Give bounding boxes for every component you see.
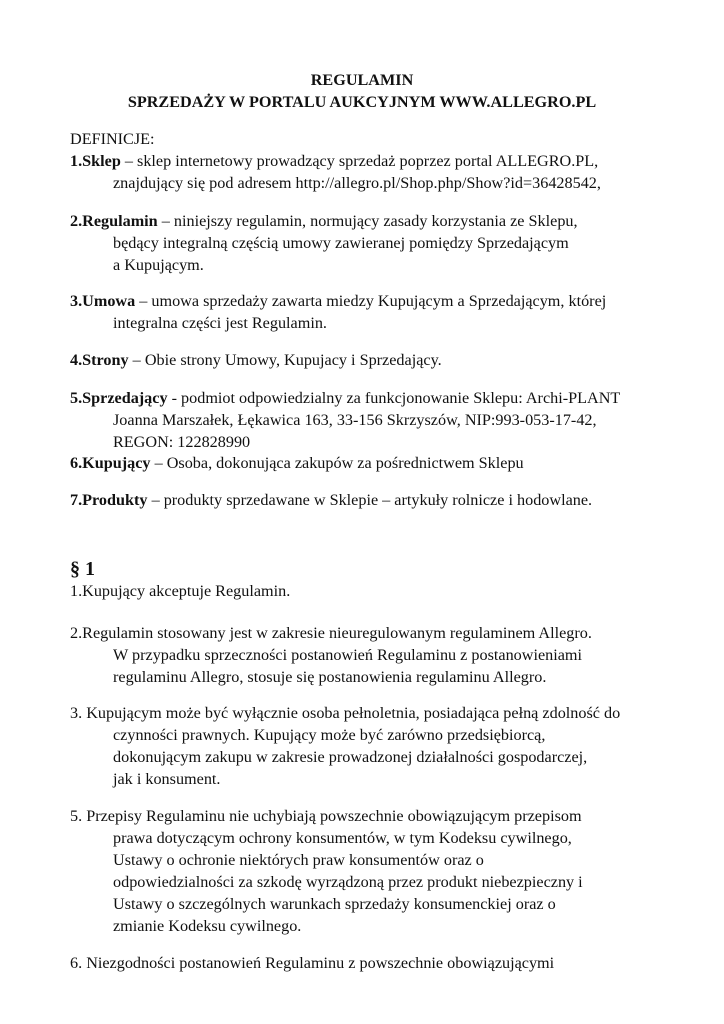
definition-1	[70, 150, 648, 172]
definition-term: 6.Kupujący	[70, 454, 151, 472]
definition-text: – produkty sprzedawane w Sklepie – artykuły rolnicze i hodowlane.	[147, 491, 593, 509]
definition-term: 7.Produkty	[70, 491, 148, 509]
definition-4	[70, 349, 442, 371]
definition-3-line-2: integralna części jest Regulamin.	[113, 314, 327, 332]
definition-2-line-2: będący integralną częścią umowy zawieranej pomiędzy Sprzedającym	[113, 234, 569, 252]
definition-text: – Obie strony Umowy, Kupujacy i Sprzedający.	[128, 351, 442, 369]
definition-7	[70, 489, 592, 511]
definition-2-line-3: a Kupującym.	[113, 256, 204, 274]
section-1-point-2: 2.Regulamin stosowany jest w zakresie nieuregulowanym regulaminem Allegro.	[70, 624, 592, 642]
definition-3	[70, 290, 606, 312]
definition-2	[70, 210, 578, 232]
definition-term: 3.Umowa	[70, 292, 136, 310]
section-1-point-5-line-6: zmianie Kodeksu cywilnego.	[113, 917, 302, 935]
document-title: REGULAMIN	[310, 71, 414, 89]
section-1-point-3-line-2: czynności prawnych. Kupujący może być zarówno przedsiębiorcą,	[113, 726, 546, 744]
definition-5-line-2: Joanna Marszałek, Łękawica 163, 33-156 Skrzyszów, NIP:993-053-17-42,	[113, 411, 597, 429]
section-1-point-5-line-4: odpowiedzialności za szkodę wyrządzoną przez produkt niebezpieczny i	[113, 873, 583, 891]
section-1-point-2-line-3: regulaminu Allegro, stosuje się postanowienia regulaminu Allegro.	[113, 668, 547, 686]
definition-text: – umowa sprzedaży zawarta miedzy Kupującym a Sprzedającym, której	[135, 292, 607, 310]
definition-term: 4.Strony	[70, 351, 129, 369]
definition-term: 2.Regulamin	[70, 212, 158, 230]
section-1-point-5-line-3: Ustawy o ochronie niektórych praw konsumentów oraz o	[113, 851, 484, 869]
section-1-point-5: 5. Przepisy Regulaminu nie uchybiają powszechnie obowiązującym przepisom	[70, 807, 582, 825]
section-1-point-5-line-2: prawa dotyczącym ochrony konsumentów, w tym Kodeksu cywilnego,	[113, 829, 572, 847]
section-mark: § 1	[70, 558, 95, 580]
definition-term: 1.Sklep	[70, 152, 121, 170]
definition-6	[70, 452, 524, 474]
section-1-point-5-line-5: Ustawy o szczególnych warunkach sprzedaży konsumenckiej oraz o	[113, 895, 556, 913]
section-1-point-3-line-4: jak i konsument.	[113, 770, 221, 788]
section-1-point-1: 1.Kupujący akceptuje Regulamin.	[70, 582, 291, 600]
definition-term: 5.Sprzedający	[70, 389, 168, 407]
document-subtitle: SPRZEDAŻY W PORTALU AUKCYJNYM WWW.ALLEGRO.PL	[127, 93, 597, 111]
section-1-point-2-line-2: W przypadku sprzeczności postanowień Regulaminu z postanowieniami	[113, 646, 583, 664]
section-1-point-3: 3. Kupującym może być wyłącznie osoba pełnoletnia, posiadająca pełną zdolność do	[70, 704, 621, 722]
definition-text: – sklep internetowy prowadzący sprzedaż poprzez portal ALLEGRO.PL,	[120, 152, 599, 170]
definition-1-line-2: znajdujący się pod adresem http://allegro.pl/Shop.php/Show?id=36428542,	[113, 174, 601, 192]
definition-text: – Osoba, dokonująca zakupów za pośrednictwem Sklepu	[150, 454, 524, 472]
definition-5-line-3: REGON: 122828990	[113, 433, 251, 451]
definitions-header: DEFINICJE:	[70, 130, 155, 148]
section-1-point-6: 6. Niezgodności postanowień Regulaminu z powszechnie obowiązującymi	[70, 954, 555, 972]
definition-text: - podmiot odpowiedzialny za funkcjonowanie Sklepu: Archi-PLANT	[167, 389, 621, 407]
definition-text: – niniejszy regulamin, normujący zasady korzystania ze Sklepu,	[157, 212, 578, 230]
definition-5	[70, 387, 620, 409]
section-1-point-3-line-3: dokonującym zakupu w zakresie prowadzonej działalności gospodarczej,	[113, 748, 588, 766]
